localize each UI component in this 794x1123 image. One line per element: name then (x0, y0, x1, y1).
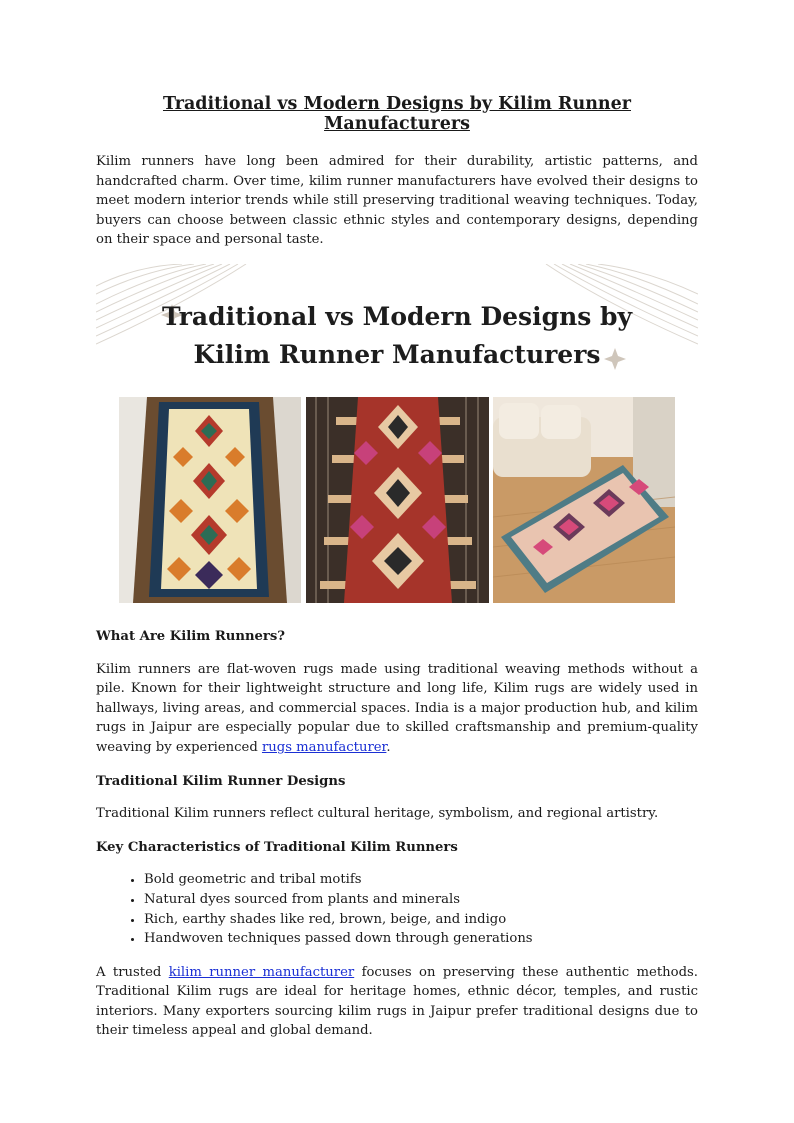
document-title: Traditional vs Modern Designs by Kilim Runner Manufacturers (162, 94, 631, 134)
section1-text-end: . (386, 739, 391, 755)
banner-title-line1: Traditional vs Modern Designs by (161, 301, 633, 331)
section2-paragraph: Traditional Kilim runners reflect cultural heritage, symbolism, and regional artistry. (96, 806, 659, 822)
list-item: • Bold geometric and tribal motifs (144, 870, 698, 890)
section4-text: focuses on preserving these authentic methods. Traditional Kilim rugs are ideal for heritage homes, ethnic décor, temples, and rustic interiors. Many exporters sourcing kilim rugs in Jaipur prefer traditional designs due to their timeless appeal and global demand. (96, 964, 698, 1039)
list-item: • Handwoven techniques passed down through generations (144, 929, 698, 949)
section-heading-key-characteristics: Key Characteristics of Traditional Kilim Runners (96, 839, 458, 855)
section1-text: Kilim runners are flat-woven rugs made using traditional weaving methods without a pile. Known for their lightweight structure and long life, Kilim rugs are widely used in hallways, living areas, and commercial spaces. India is a major production hub, and kilim rugs in Jaipur are especially popular due to skilled craftsmanship and premium-quality weaving by experienced (96, 661, 698, 755)
staircase-runner-photo (306, 397, 489, 603)
banner-title (96, 298, 698, 374)
intro-paragraph: Kilim runners have long been admired for their durability, artistic patterns, and handcrafted charm. Over time, kilim runner manufacturers have evolved their designs to meet modern interior trends while still preserving traditional weaving techniques. Today, buyers can choose between classic ethnic styles and contemporary designs, depending on their space and personal taste. (96, 154, 698, 248)
hallway-runner-photo (119, 397, 301, 603)
kilim-runner-manufacturer-link[interactable]: kilim runner manufacturer (168, 964, 355, 980)
list-item: • Rich, earthy shades like red, brown, beige, and indigo (144, 910, 698, 930)
banner-title-line2: Kilim Runner Manufacturers (193, 339, 601, 369)
document-content (96, 94, 698, 1041)
banner-image (96, 264, 698, 613)
list-item: • Natural dyes sourced from plants and minerals (144, 890, 698, 910)
section4-text-start: A trusted (96, 964, 169, 980)
characteristics-list (96, 870, 698, 948)
section4-paragraph (96, 963, 698, 1041)
section1-paragraph (96, 660, 698, 758)
living-room-rug-photo (493, 397, 675, 603)
rugs-manufacturer-link[interactable]: rugs manufacturer (261, 739, 387, 755)
section-heading-what-are-kilim-runners: What Are Kilim Runners? (96, 628, 286, 644)
section-heading-traditional-designs: Traditional Kilim Runner Designs (96, 773, 346, 789)
rug-photos (119, 397, 675, 603)
